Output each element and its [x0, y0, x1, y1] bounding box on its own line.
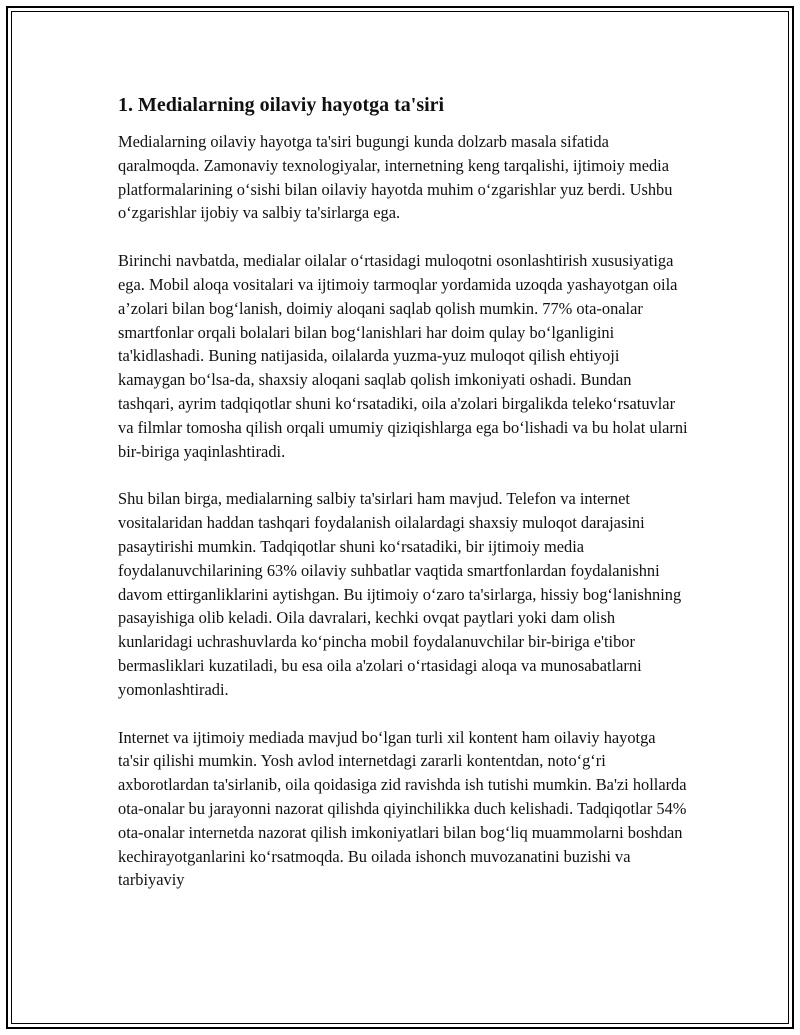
document-body — [118, 92, 688, 916]
paragraph-negative-effects: Shu bilan birga, medialarning salbiy ta'sirlari ham mavjud. Telefon va internet vositalaridan haddan tashqari foydalanish oilalardagi shaxsiy muloqot darajasini pasaytirishi mumkin. Tadqiqotlar shuni ko‘rsatadiki, bir ijtimoiy media foydalanuvchilarining 63% oilaviy suhbatlar vaqtida smartfonlardan foydalanishni davom ettirganliklarini aytishgan. Bu ijtimoiy o‘zaro ta'sirlarga, hissiy bog‘lanishning pasayishiga olib keladi. Oila davralari, kechki ovqat paytlari yoki dam olish kunlaridagi uchrashuvlarda ko‘pincha mobil foydalanuvchilar bir-biriga e'tibor bermasliklari kuzatiladi, bu esa oila a'zolari o‘rtasidagi aloqa va munosabatlarni yomonlashtiradi. — [118, 489, 682, 699]
paragraph-positive-effects: Birinchi navbatda, medialar oilalar o‘rtasidagi muloqotni osonlashtirish xususiyatiga ega. Mobil aloqa vositalari va ijtimoiy tarmoqlar yordamida uzoqda yashayotgan oila a’zolari bilan bog‘lanish, doimiy aloqani saqlab qolish mumkin. 77% ota-onalar smartfonlar orqali bolalari bilan bog‘lanishlari har doim qulay bo‘lganligini ta'kidlashadi. Buning natijasida, oilalarda yuzma-yuz muloqot qilish ehtiyoji kamaygan bo‘lsa-da, shaxsiy aloqani saqlab qolish imkoniyati oshadi. Bundan tashqari, ayrim tadqiqotlar shuni ko‘rsatadiki, oila a'zolari birgalikda teleko‘rsatuvlar va filmlar tomosha qilish orqali umumiy qiziqishlarga ega bo‘lishadi va bu holat ularni bir-biriga yaqinlashtiradi. — [118, 251, 688, 461]
paragraph-content-effects: Internet va ijtimoiy mediada mavjud bo‘lgan turli xil kontent ham oilaviy hayotga ta'sir qilishi mumkin. Yosh avlod internetdagi zararli kontentdan, noto‘g‘ri axborotlardan ta'sirlanib, oila qoidasiga zid ravishda ish tutishi mumkin. Ba'zi hollarda ota-onalar bu jarayonni nazorat qilishda qiyinchilikka duch kelishadi. Tadqiqotlar 54% ota-onalar internetda nazorat qilish imkoniyatlari bilan bog‘liq muammolarni boshdan kechirayotganlarini ko‘rsatmoqda. Bu oilada ishonch muvozanatini buzishi va tarbiyaviy — [118, 727, 687, 890]
paragraph-intro: Medialarning oilaviy hayotga ta'siri bugungi kunda dolzarb masala sifatida qaralmoqda. Zamonaviy texnologiyalar, internetning keng tarqalishi, ijtimoiy media platformalarining o‘sishi bilan oilaviy hayotda muhim o‘zgarishlar yuz berdi. Ushbu o‘zgarishlar ijobiy va salbiy ta'sirlarga ega. — [118, 132, 673, 223]
section-heading: 1. Medialarning oilaviy hayotga ta'siri — [118, 94, 445, 116]
